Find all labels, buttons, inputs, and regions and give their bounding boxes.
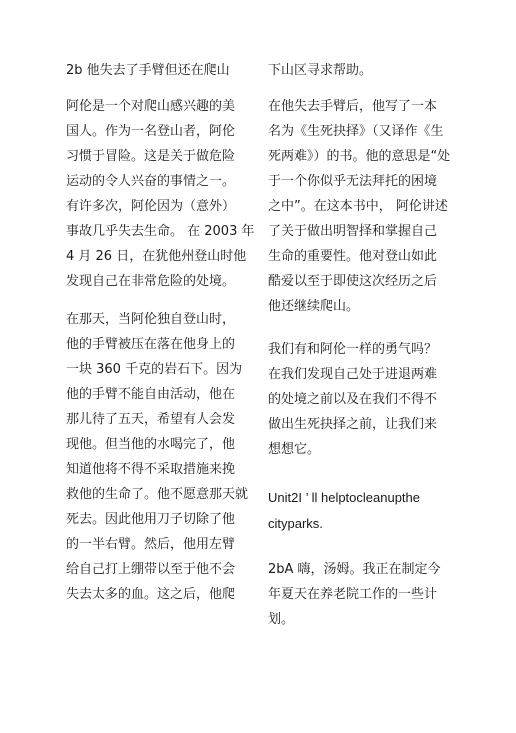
paragraph-line: 现他。但当他的水喝完了，他 [66,437,236,452]
paragraph-line: 了关于做出明智择和掌握自己 [268,224,438,239]
paragraph-line: 死两难》）的书。他的意思是“处 [268,149,451,164]
paragraph-line: 他还继续爬山。 [268,299,360,314]
unit-heading: Unit2I ’ ll helptocleanupthe [268,490,421,505]
paragraph-line: 事故几乎失去生命。 在 2003 年 [66,224,255,239]
paragraph-line: 的处境之前以及在我们不得不 [268,392,438,407]
section-heading-2b: 2b 他失去了手臂但还在爬山 [66,63,230,78]
paragraph-line: 知道他将不得不采取措施来挽 [66,462,236,477]
paragraph-line: 在他失去手臂后，他写了一本 [268,99,438,114]
paragraph-continuation: 下山区寻求帮助。 [268,63,373,78]
dialog-line: 划。 [268,612,295,627]
paragraph-line: 我们有和阿伦一样的勇气吗？ [268,342,438,357]
paragraph-line: 发现自己在非常危险的处境。 [66,274,236,289]
paragraph-line: 他的手臂被压在落在他身上的 [66,337,236,352]
paragraph-line: 国人。作为一名登山者，阿伦 [66,124,236,139]
dialog-line: 2bA 嗨，汤姆。我正在制定今 [268,562,441,577]
dialog-line: 年夏天在养老院工作的一些计 [268,587,438,602]
paragraph-line: 4 月 26 日，在犹他州登山时他 [66,249,247,264]
paragraph-line: 名为《生死抉择》（又译作《生 [268,124,444,139]
paragraph-line: 一块 360 千克的岩石下。因为 [66,362,243,377]
paragraph-line: 运动的令人兴奋的事情之一。 [66,174,236,189]
paragraph-line: 习惯于冒险。这是关于做危险 [66,149,236,164]
paragraph-line: 之中”。在这本书中， 阿伦讲述 [268,199,448,214]
paragraph-line: 想想它。 [268,442,321,457]
paragraph-line: 的一半右臂。然后，他用左臂 [66,537,236,552]
paragraph-line: 酷爱以至于即使这次经历之后 [268,274,438,289]
paragraph-line: 阿伦是一个对爬山感兴趣的美 [66,99,236,114]
paragraph-line: 给自己打上绷带以至于他不会 [66,562,236,577]
paragraph-line: 死去。因此他用刀子切除了他 [66,512,236,527]
paragraph-line: 有许多次，阿伦因为（意外） [66,199,236,214]
paragraph-line: 于一个你似乎无法拜托的困境 [268,174,438,189]
paragraph-line: 他的手臂不能自由活动，他在 [66,387,236,402]
paragraph-line: 做出生死抉择之前，让我们来 [268,417,438,432]
paragraph-line: 失去太多的血。这之后，他爬 [66,587,236,602]
paragraph-line: 生命的重要性。他对登山如此 [268,249,438,264]
paragraph-line: 在那天，当阿伦独自登山时， [66,312,236,327]
paragraph-line: 在我们发现自己处于进退两难 [268,367,438,382]
paragraph-line: 那儿待了五天，希望有人会发 [66,412,236,427]
paragraph-line: 救他的生命了。他不愿意那天就 [66,487,249,502]
unit-heading-cont: cityparks. [268,516,323,531]
